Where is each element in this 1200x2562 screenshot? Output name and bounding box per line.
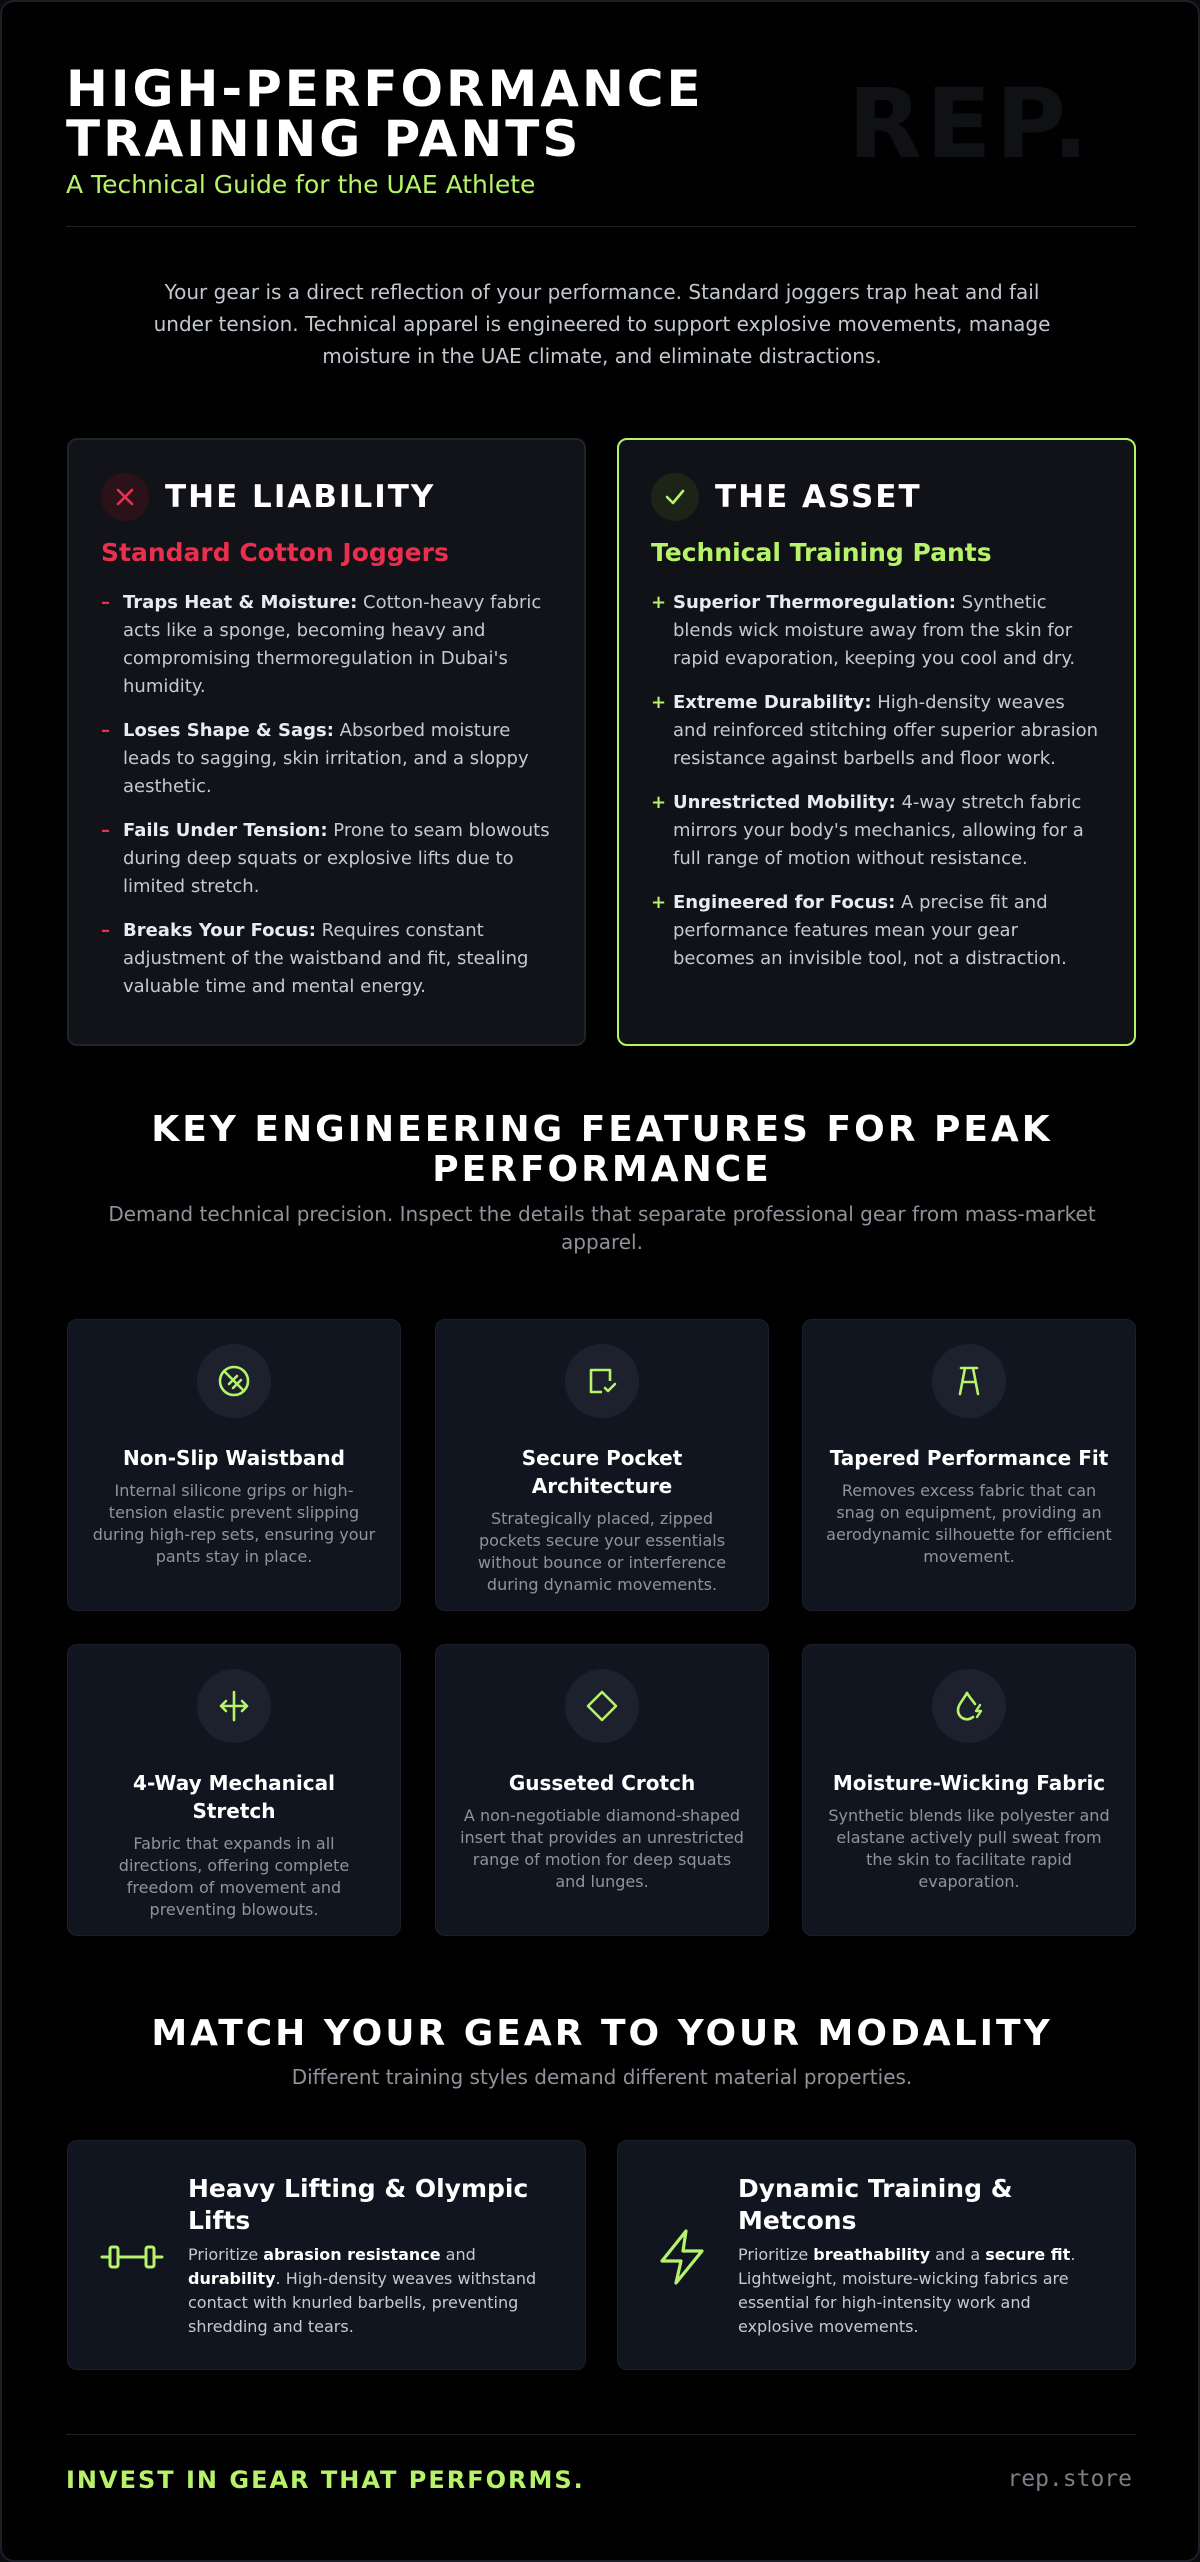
liability-item-label: Breaks Your Focus: <box>123 920 316 941</box>
feature-card <box>67 1644 401 1936</box>
liability-header <box>101 472 552 522</box>
feature-title: Tapered Performance Fit <box>829 1446 1109 1470</box>
asset-item-label: Superior Thermoregulation: <box>673 592 956 613</box>
liability-item-text: Cotton-heavy fabric acts like a sponge, becoming heavy and compromising thermoregulation in Dubai's humidity. <box>123 592 542 697</box>
asset-list <box>651 589 1102 973</box>
page-title-line-2: TRAINING PANTS <box>66 110 582 168</box>
liability-item-label: Loses Shape & Sags: <box>123 720 334 741</box>
feature-title: Moisture-Wicking Fabric <box>832 1771 1106 1795</box>
features-heading <box>102 1110 1102 1190</box>
header-divider <box>66 226 1136 227</box>
asset-item-text: 4-way stretch fabric mirrors your body's mechanics, allowing for a full range of motion without resistance. <box>673 792 1084 869</box>
feature-title: Non-Slip Waistband <box>123 1446 345 1470</box>
plus-icon: + <box>651 592 667 613</box>
asset-item-label: Extreme Durability: <box>673 692 872 713</box>
plus-icon: + <box>651 792 667 813</box>
feature-card <box>67 1319 401 1611</box>
features-heading-line-2: PERFORMANCE <box>432 1149 772 1190</box>
asset-item <box>651 589 1102 673</box>
asset-item-label: Engineered for Focus: <box>673 892 896 913</box>
feature-card <box>802 1319 1136 1611</box>
liability-item-text: Requires constant adjustment of the waistband and fit, stealing valuable time and mental energy. <box>123 920 529 997</box>
modality-desc-text: Prioritize <box>188 2245 264 2264</box>
brand-watermark: REP. <box>848 68 1093 180</box>
asset-card <box>617 438 1136 1046</box>
feature-card <box>435 1319 769 1611</box>
hero-header <box>66 60 786 199</box>
asset-subtitle: Technical Training Pants <box>651 538 992 567</box>
asset-header <box>651 472 1102 522</box>
liability-title: THE LIABILITY <box>165 479 436 515</box>
modality-card-dynamic <box>617 2140 1136 2370</box>
modality-description <box>738 2243 1111 2339</box>
diamond-icon <box>565 1669 639 1743</box>
footer-divider <box>66 2434 1136 2435</box>
modality-desc-emphasis: abrasion resistance <box>263 2245 441 2264</box>
asset-item-text: A precise fit and performance features mean your gear becomes an invisible tool, not a distraction. <box>673 892 1067 969</box>
features-subtitle: Demand technical precision. Inspect the details that separate professional gear from mass-market apparel. <box>108 1202 1096 1254</box>
minus-icon: – <box>101 820 110 841</box>
modality-desc-emphasis: breathability <box>813 2245 931 2264</box>
liability-list <box>101 589 552 1001</box>
liability-item-text: Absorbed moisture leads to sagging, skin irritation, and a sloppy aesthetic. <box>123 720 529 797</box>
page-subtitle: A Technical Guide for the UAE Athlete <box>66 170 536 199</box>
footer-brand-link[interactable]: rep.store <box>1007 2466 1132 2492</box>
modality-title: Dynamic Training & Metcons <box>738 2174 1013 2235</box>
feature-title: Gusseted Crotch <box>508 1771 696 1795</box>
plus-icon: + <box>651 892 667 913</box>
no-slip-icon <box>197 1344 271 1418</box>
feature-card <box>802 1644 1136 1936</box>
modality-description <box>188 2243 561 2339</box>
modality-desc-text: and <box>440 2245 476 2264</box>
liability-item <box>101 917 552 1001</box>
minus-icon: – <box>101 720 110 741</box>
droplet-icon <box>932 1669 1006 1743</box>
asset-item-text: High-density weaves and reinforced stitching offer superior abrasion resistance against barbells and floor work. <box>673 692 1099 769</box>
asset-item <box>651 689 1102 773</box>
modality-desc-emphasis: durability <box>188 2269 276 2288</box>
asset-item-text: Synthetic blends wick moisture away from the skin for rapid evaporation, keeping you cool and dry. <box>673 592 1076 669</box>
page-title <box>66 60 786 168</box>
feature-description: Synthetic blends like polyester and elastane actively pull sweat from the skin to facilitate rapid evaporation. <box>828 1806 1110 1891</box>
liability-item <box>101 717 552 801</box>
modality-desc-text: Prioritize <box>738 2245 814 2264</box>
asset-item-label: Unrestricted Mobility: <box>673 792 896 813</box>
asset-title: THE ASSET <box>715 479 922 515</box>
minus-icon: – <box>101 592 110 613</box>
check-circle-icon <box>651 473 699 521</box>
minus-icon: – <box>101 920 110 941</box>
feature-card <box>435 1644 769 1936</box>
liability-item <box>101 817 552 901</box>
features-heading-line-1: KEY ENGINEERING FEATURES FOR PEAK <box>151 1109 1053 1150</box>
modality-desc-emphasis: secure fit <box>985 2245 1071 2264</box>
modality-desc-text: . High-density weaves withstand contact with knurled barbells, preventing shredding and tears. <box>188 2269 537 2336</box>
asset-item <box>651 889 1102 973</box>
feature-title: Secure Pocket Architecture <box>521 1446 683 1498</box>
liability-item-text: Prone to seam blowouts during deep squats or explosive lifts due to limited stretch. <box>123 820 550 897</box>
modality-subtitle: Different training styles demand different material properties. <box>291 2065 913 2089</box>
feature-description: Fabric that expands in all directions, offering complete freedom of movement and preventing blowouts. <box>118 1834 350 1919</box>
liability-item-label: Fails Under Tension: <box>123 820 328 841</box>
liability-subtitle: Standard Cotton Joggers <box>101 538 449 567</box>
secure-pocket-icon <box>565 1344 639 1418</box>
plus-icon: + <box>651 692 667 713</box>
liability-item <box>101 589 552 701</box>
modality-desc-text: and a <box>930 2245 986 2264</box>
liability-card <box>67 438 586 1046</box>
modality-card-lifting <box>67 2140 586 2370</box>
footer-cta: INVEST IN GEAR THAT PERFORMS. <box>66 2466 585 2494</box>
x-circle-icon <box>101 473 149 521</box>
intro-paragraph: Your gear is a direct reflection of your performance. Standard joggers trap heat and fail under tension. Technical apparel is engineered to support explosive movements, manage moisture in the UAE climate, and eliminate distractions. <box>153 280 1051 368</box>
dumbbell-icon <box>96 2221 168 2293</box>
feature-title: 4-Way Mechanical Stretch <box>133 1771 335 1823</box>
modality-title: Heavy Lifting & Olympic Lifts <box>188 2174 529 2235</box>
feature-description: Strategically placed, zipped pockets secure your essentials without bounce or interference during dynamic movements. <box>477 1509 727 1594</box>
feature-description: Internal silicone grips or high-tension elastic prevent slipping during high-rep sets, ensuring your pants stay in place. <box>92 1481 376 1566</box>
page-title-line-1: HIGH-PERFORMANCE <box>66 60 704 118</box>
feature-description: A non-negotiable diamond-shaped insert that provides an unrestricted range of motion for deep squats and lunges. <box>460 1806 744 1891</box>
tapered-fit-icon <box>932 1344 1006 1418</box>
stretch-arrows-icon <box>197 1669 271 1743</box>
modality-desc-text: . Lightweight, moisture-wicking fabrics are essential for high-intensity work and explosive movements. <box>738 2245 1076 2336</box>
asset-item <box>651 789 1102 873</box>
liability-item-label: Traps Heat & Moisture: <box>123 592 358 613</box>
modality-heading: MATCH YOUR GEAR TO YOUR MODALITY <box>151 2013 1053 2054</box>
feature-description: Removes excess fabric that can snag on equipment, providing an aerodynamic silhouette for efficient movement. <box>826 1481 1112 1566</box>
lightning-icon <box>646 2221 718 2293</box>
